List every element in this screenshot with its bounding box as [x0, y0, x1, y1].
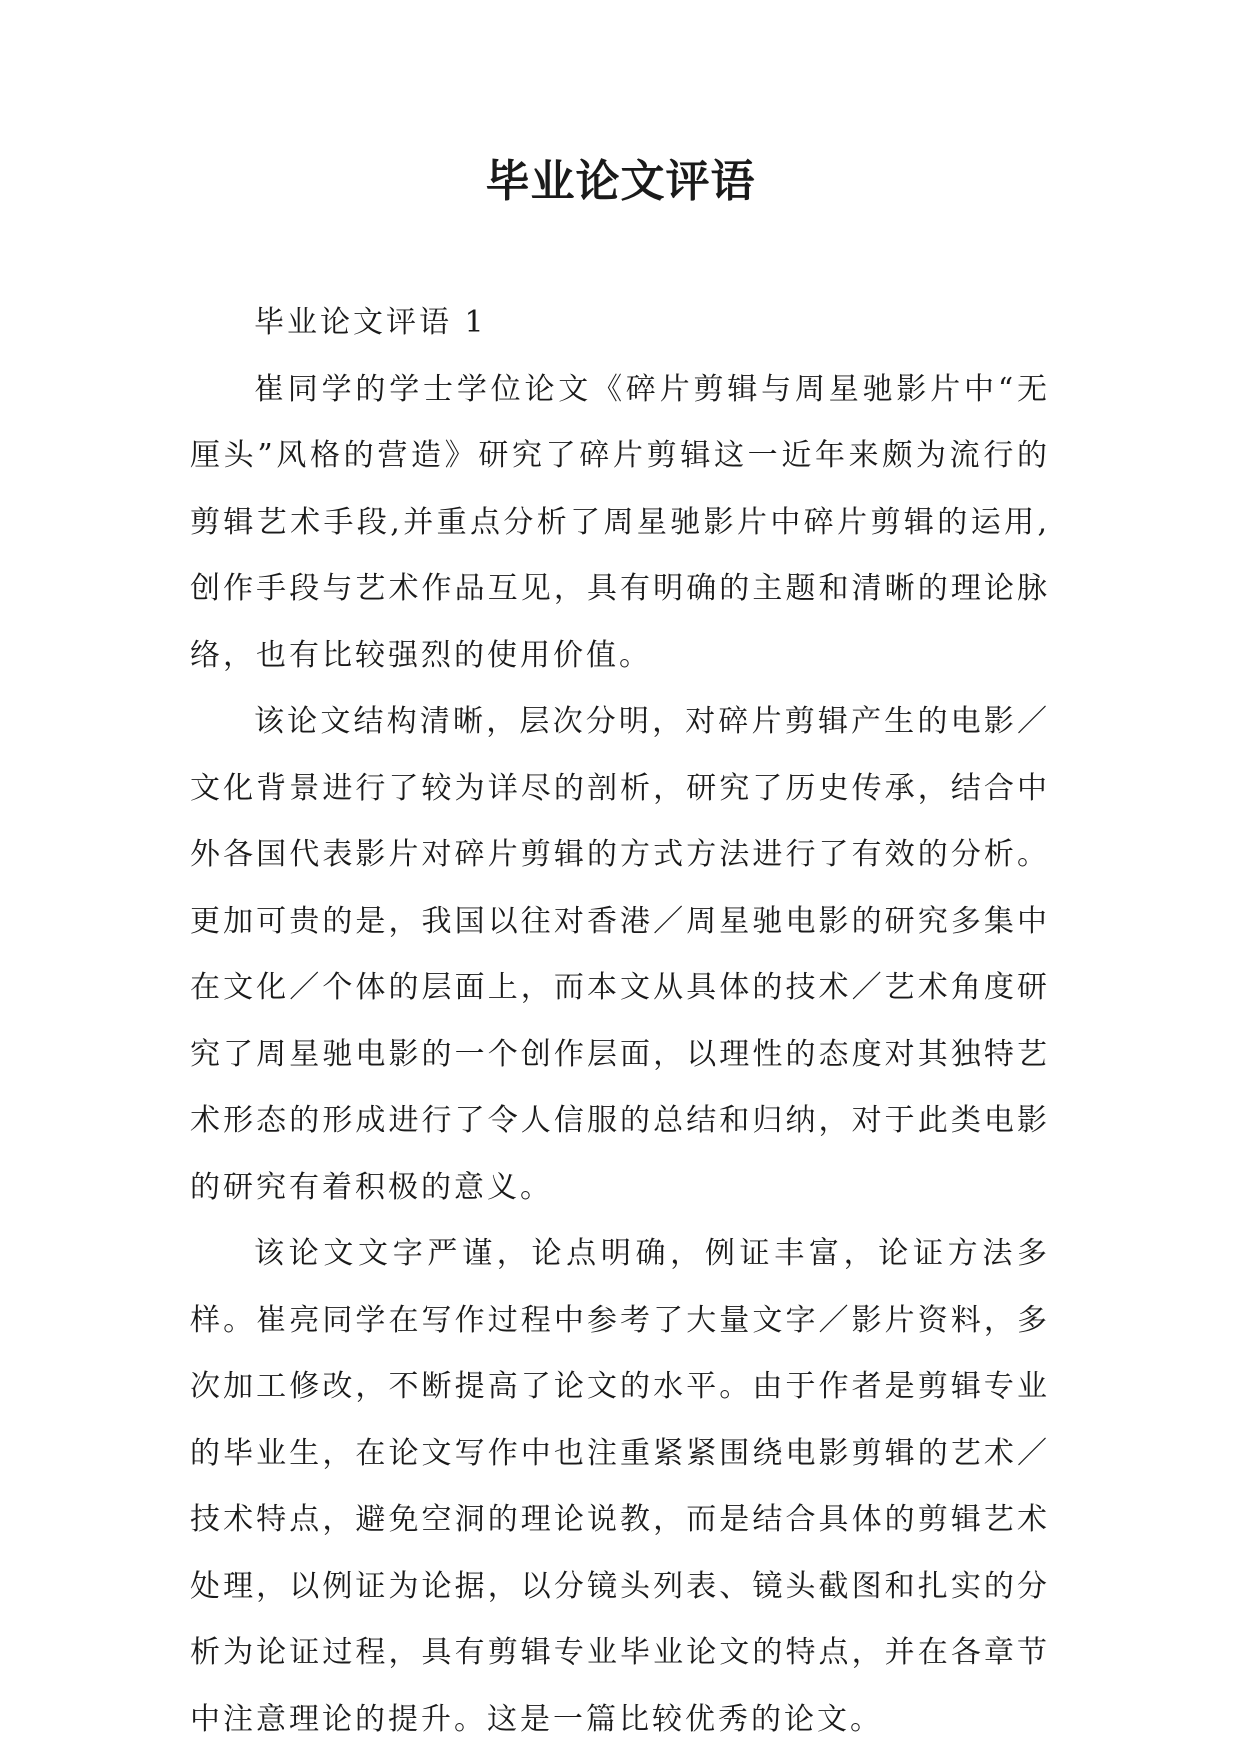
document-body	[190, 290, 1050, 1753]
section-heading: 毕业论文评语 1	[254, 305, 487, 340]
paragraph-1: 崔同学的学士学位论文《碎片剪辑与周星驰影片中“无厘头”风格的营造》研究了碎片剪辑这一近年来颇为流行的剪辑艺术手段,并重点分析了周星驰影片中碎片剪辑的运用,创作手段与艺术作品互见，具有明确的主题和清晰的理论脉络，也有比较强烈的使用价值。	[190, 371, 1050, 673]
paragraph-3: 该论文文字严谨，论点明确，例证丰富，论证方法多样。崔亮同学在写作过程中参考了大量文字／影片资料，多次加工修改，不断提高了论文的水平。由于作者是剪辑专业的毕业生，在论文写作中也注重紧紧围绕电影剪辑的艺术／技术特点，避免空洞的理论说教，而是结合具体的剪辑艺术处理，以例证为论据，以分镜头列表、镜头截图和扎实的分析为论证过程，具有剪辑专业毕业论文的特点，并在各章节中注意理论的提升。这是一篇比较优秀的论文。	[190, 1236, 1050, 1737]
page-title: 毕业论文评语	[485, 156, 756, 207]
paragraph-2: 该论文结构清晰，层次分明，对碎片剪辑产生的电影／文化背景进行了较为详尽的剖析，研究了历史传承，结合中外各国代表影片对碎片剪辑的方式方法进行了有效的分析。更加可贵的是，我国以往对香港／周星驰电影的研究多集中在文化／个体的层面上，而本文从具体的技术／艺术角度研究了周星驰电影的一个创作层面，以理性的态度对其独特艺术形态的形成进行了令人信服的总结和归纳，对于此类电影的研究有着积极的意义。	[190, 704, 1050, 1205]
